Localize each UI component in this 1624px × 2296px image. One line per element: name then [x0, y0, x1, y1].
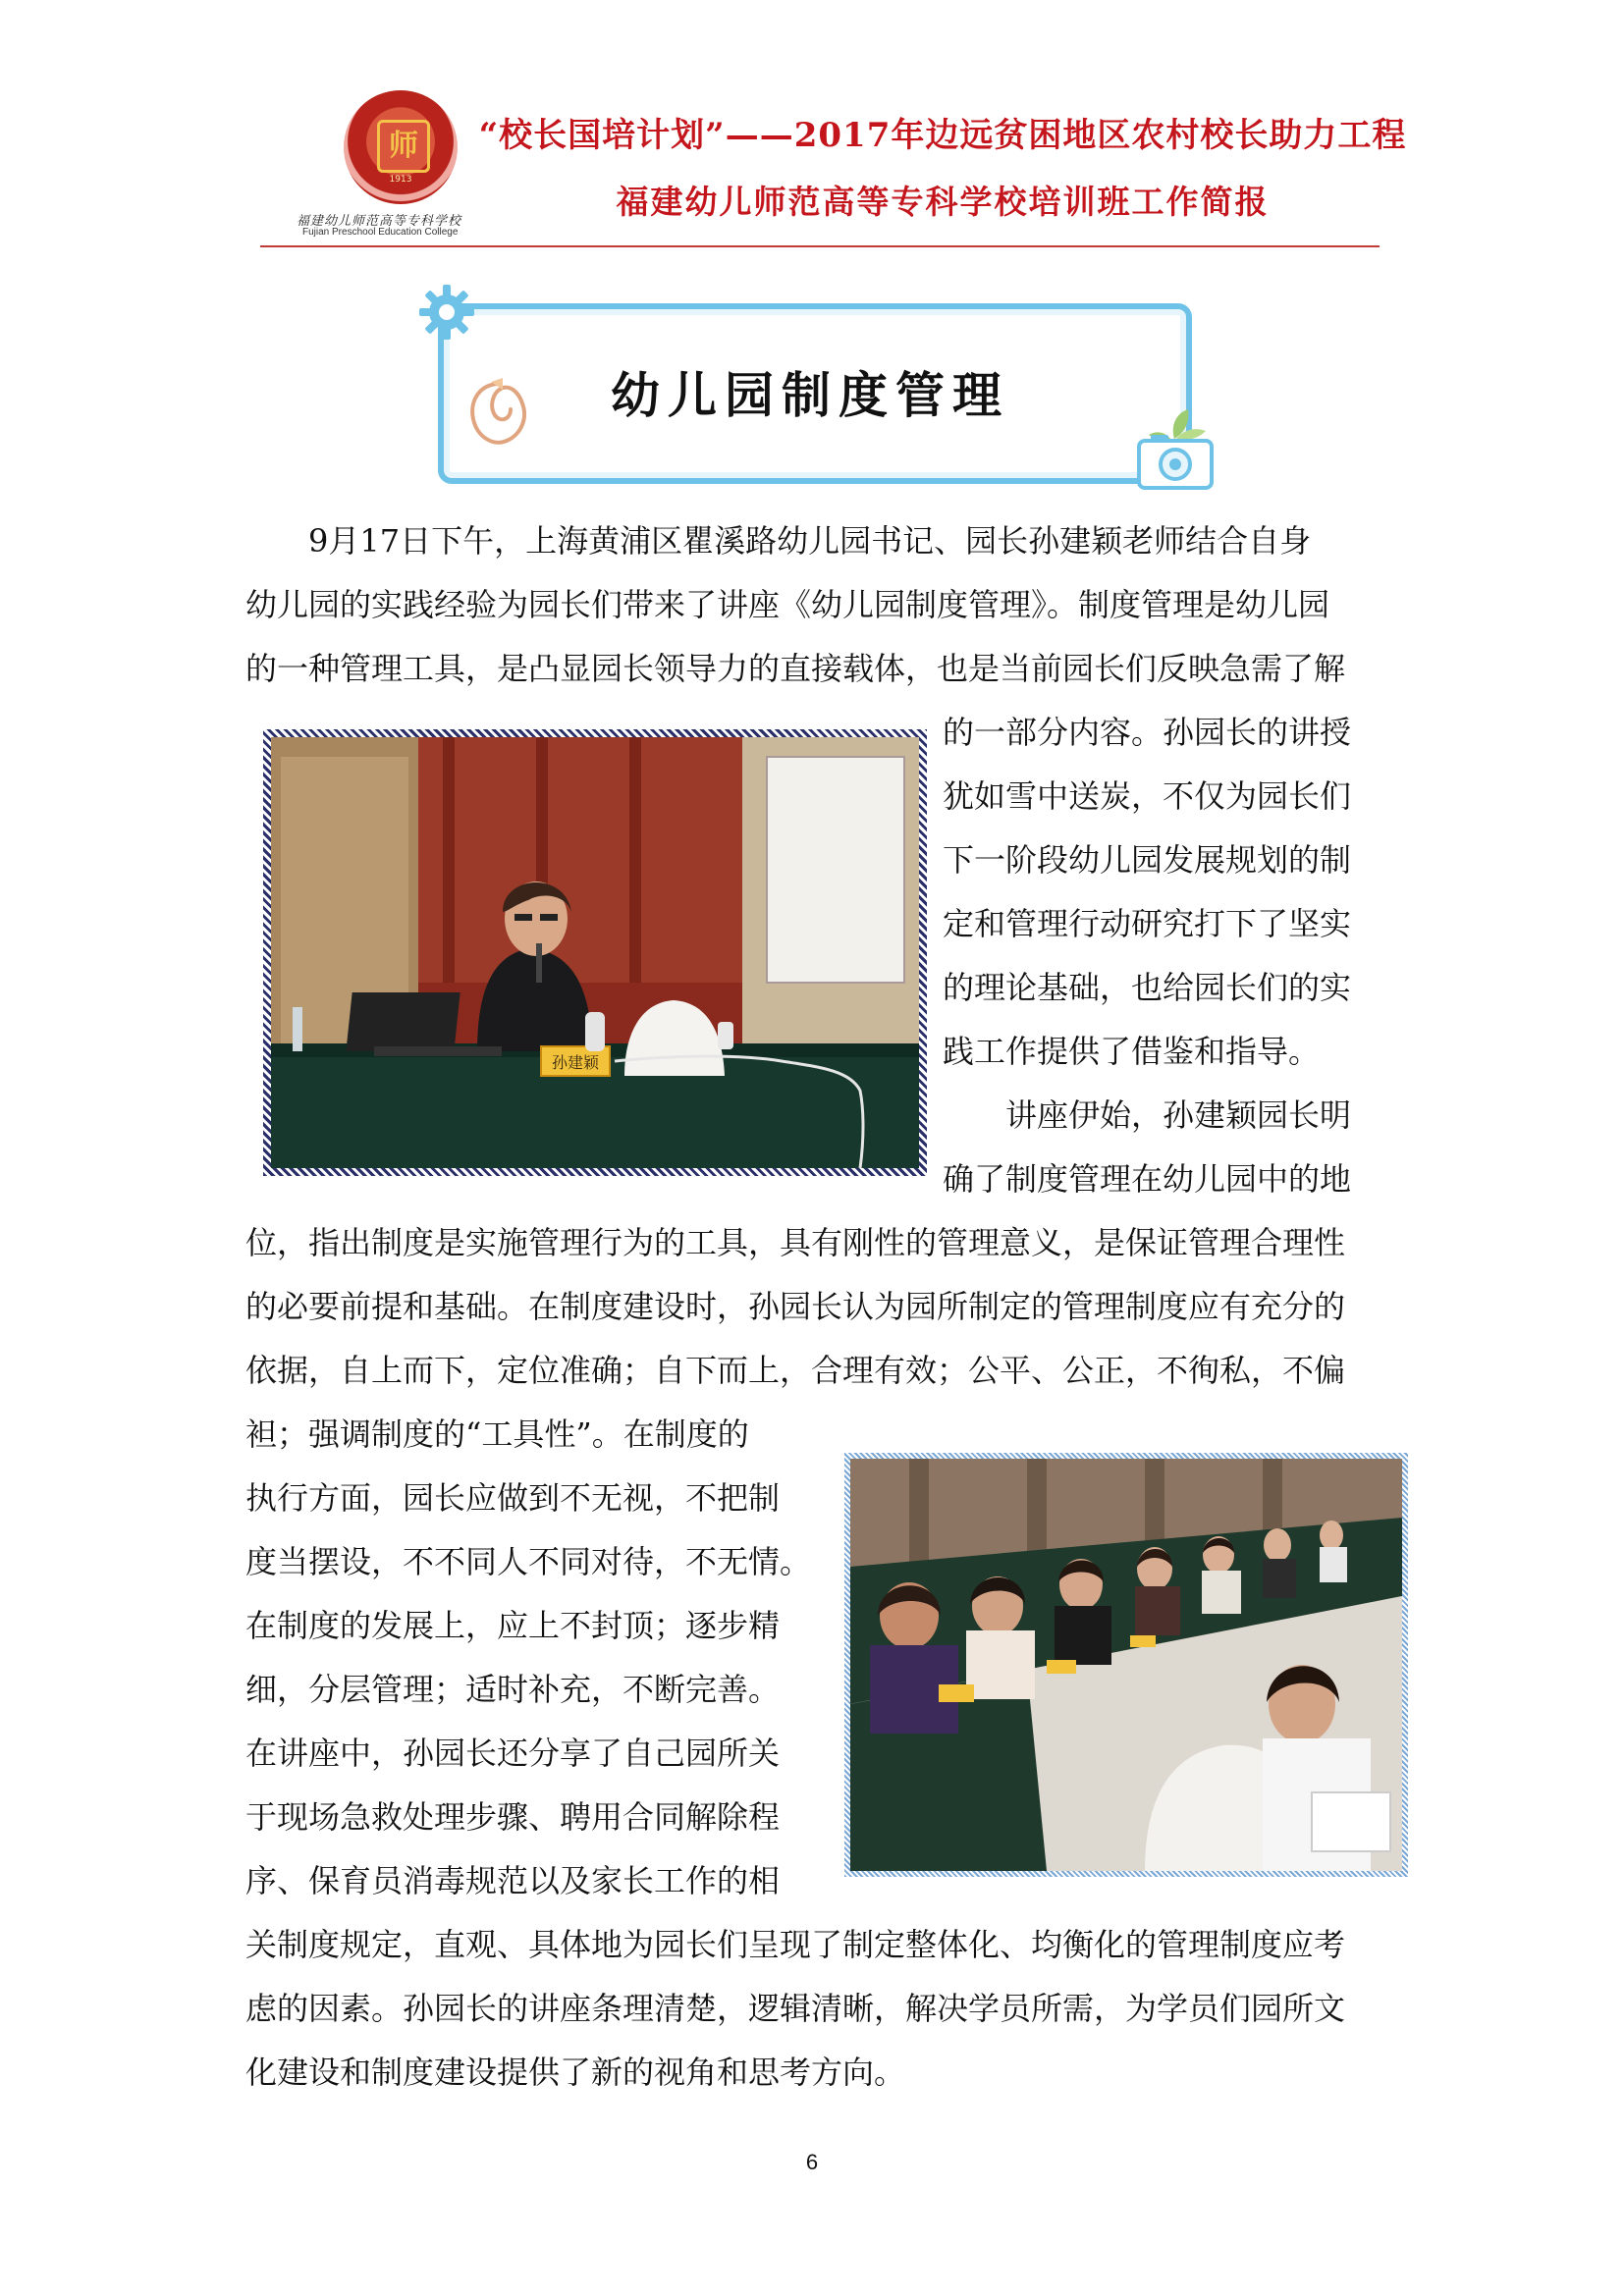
paragraph-line: 在讲座中，孙园长还分享了自己园所关	[245, 1735, 781, 1772]
paragraph-line: 的一种管理工具，是凸显园长领导力的直接载体，也是当前园长们反映急需了解	[245, 650, 1346, 687]
paragraph-line: 讲座伊始，孙建颖园长明	[943, 1096, 1352, 1134]
college-name-en: Fujian Preschool Education College	[302, 227, 459, 238]
paragraph-line: 度当摆设，不不同人不同对待，不无情。	[245, 1543, 812, 1580]
paragraph-line: 依据，自上而下，定位准确；自下而上，合理有效；公平、公正，不徇私，不偏	[245, 1352, 1346, 1389]
gear-icon	[416, 282, 477, 343]
photo-audience-image	[850, 1459, 1402, 1871]
college-seal-year: 1913	[389, 175, 412, 185]
section-title-frame	[422, 288, 1188, 484]
paragraph-line: 9月17日下午，上海黄浦区瞿溪路幼儿园书记、园长孙建颖老师结合自身	[245, 522, 1312, 560]
header-subtitle: 福建幼儿师范高等专科学校培训班工作简报	[616, 183, 1270, 221]
paragraph-line: 袒；强调制度的“工具性”。在制度的	[245, 1415, 749, 1453]
paragraph-line: 化建设和制度建设提供了新的视角和思考方向。	[245, 2054, 906, 2091]
college-name-cn: 福建幼儿师范高等专科学校	[297, 214, 462, 229]
paragraph-line: 位，指出制度是实施管理行为的工具，具有刚性的管理意义，是保证管理合理性	[245, 1224, 1346, 1261]
photo-speaker	[263, 729, 927, 1176]
college-seal	[344, 90, 458, 204]
paragraph-line: 践工作提供了借鉴和指导。	[943, 1033, 1321, 1070]
speaker-scene-illustration	[271, 737, 919, 1168]
paragraph-line: 在制度的发展上，应上不封顶；逐步精	[245, 1607, 781, 1644]
paragraph-line: 于现场急救处理步骤、聘用合同解除程	[245, 1798, 781, 1836]
paragraph-line: 确了制度管理在幼儿园中的地	[943, 1160, 1352, 1198]
paragraph-line: 序、保育员消毒规范以及家长工作的相	[245, 1862, 781, 1899]
audience-scene-illustration	[850, 1459, 1402, 1871]
photo-speaker-image	[271, 737, 919, 1168]
paragraph-line: 定和管理行动研究打下了坚实	[943, 905, 1352, 942]
section-title: 幼儿园制度管理	[611, 366, 1009, 424]
college-seal-mark: 师	[377, 120, 430, 173]
page-header	[0, 0, 1624, 255]
header-title: “校长国培计划”——2017年边远贫困地区农村校长助力工程	[478, 116, 1407, 155]
paragraph-line: 关制度规定，直观、具体地为园长们呈现了制定整体化、均衡化的管理制度应考	[245, 1926, 1346, 1963]
paragraph-line: 幼儿园的实践经验为园长们带来了讲座《幼儿园制度管理》。制度管理是幼儿园	[245, 586, 1330, 623]
page-number: 6	[805, 2150, 819, 2174]
header-divider	[260, 245, 1380, 247]
paragraph-line: 细，分层管理；适时补充，不断完善。	[245, 1671, 781, 1708]
paragraph-line: 的必要前提和基础。在制度建设时，孙园长认为园所制定的管理制度应有充分的	[245, 1288, 1346, 1325]
speaker-nameplate: 孙建颖	[551, 1053, 600, 1072]
paragraph-line: 犹如雪中送炭，不仅为园长们	[943, 777, 1352, 815]
paragraph-line: 的一部分内容。孙园长的讲授	[943, 714, 1352, 751]
paragraph-line: 下一阶段幼儿园发展规划的制	[943, 841, 1352, 879]
photo-audience	[844, 1453, 1408, 1877]
paragraph-line: 的理论基础，也给园长们的实	[943, 969, 1352, 1006]
paragraph-line: 虑的因素。孙园长的讲座条理清楚，逻辑清晰，解决学员所需，为学员们园所文	[245, 1990, 1346, 2027]
paragraph-line: 执行方面，园长应做到不无视，不把制	[245, 1479, 781, 1517]
